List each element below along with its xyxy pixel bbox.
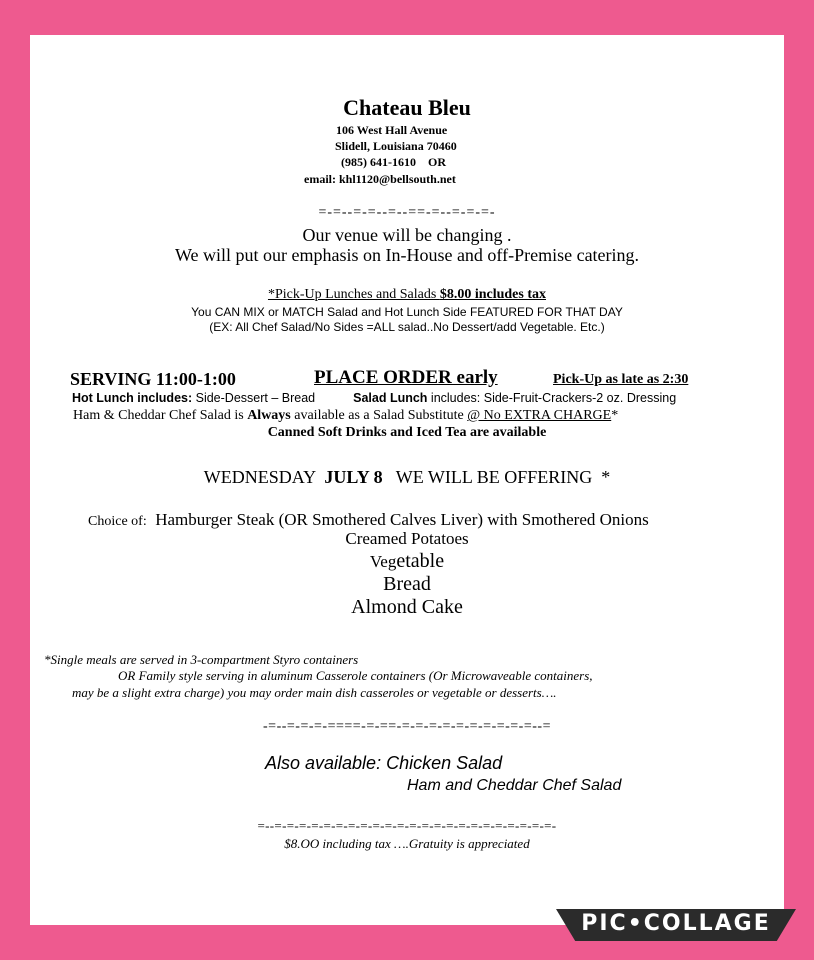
salad-lunch-label: Salad Lunch: [353, 391, 428, 405]
divider-middle: -=--=-=-=-====-=-==-=-=-=-=-=-=-=-=-=-=--=: [263, 719, 551, 734]
salad-lunch-text: includes: Side-Fruit-Crackers-2 oz. Dressing: [427, 391, 677, 405]
offering-day: WEDNESDAY: [203, 467, 325, 487]
note-line-1: *Single meals are served in 3-compartment Styro containers: [44, 652, 359, 667]
email: email: khl1120@bellsouth.net: [304, 172, 456, 186]
offering-date: JULY 8: [324, 467, 383, 487]
hot-lunch-text: Side-Dessert – Bread: [192, 391, 316, 405]
chef-salad-text: Ham & Cheddar Chef Salad is: [73, 408, 248, 423]
menu-item-vegetable-a: Veg: [369, 552, 397, 571]
also-available-item-2: Ham and Cheddar Chef Salad: [407, 777, 622, 794]
offering-line: [30, 467, 784, 488]
footer-price: $8.OO including tax ….Gratuity is appreciated: [284, 836, 530, 851]
pickup-example: (EX: All Chef Salad/No Sides =ALL salad..No Dessert/add Vegetable. Etc.): [209, 320, 605, 334]
pickup-price: $8.00 includes tax: [439, 287, 547, 302]
menu-item-vegetable-b: etable: [396, 550, 445, 572]
pickup-late: Pick-Up as late as 2:30: [553, 372, 689, 387]
address-line-1: 106 West Hall Avenue: [336, 123, 448, 137]
divider-bottom: =--=-=-=-=-=-=-=-=-=-=-=-=-=-=-=-=-=-=-=-=-=-=-=-: [257, 818, 557, 833]
chef-salad-always: Always: [247, 408, 291, 423]
note-line-3: may be a slight extra charge) you may order main dish casseroles or vegetable or desserts….: [72, 685, 557, 700]
also-available: Also available: Chicken Salad: [265, 753, 503, 773]
pic-collage-watermark: PIC•COLLAGE: [581, 911, 771, 936]
chef-salad-line: [73, 408, 618, 424]
menu-item-bread: Bread: [383, 573, 431, 595]
phone: (985) 641-1610 OR: [338, 155, 446, 169]
menu-main-line: [88, 510, 649, 530]
address-line-2: Slidell, Louisiana 70460: [335, 139, 457, 153]
menu-flyer: [30, 35, 784, 925]
serving-hours: SERVING 11:00-1:00: [70, 369, 236, 389]
offering-rest: WE WILL BE OFFERING *: [382, 467, 611, 487]
chef-salad-no-charge: @ No EXTRA CHARGE: [467, 408, 612, 423]
divider-top: =-=--=-=--=--==-=--=-=-=-: [318, 205, 496, 220]
pickup-title: [30, 287, 784, 303]
menu-item-potatoes: Creamed Potatoes: [345, 529, 469, 548]
hot-lunch-label: Hot Lunch includes:: [72, 391, 193, 405]
note-line-2: OR Family style serving in aluminum Casserole containers (Or Microwaveable containers,: [118, 668, 593, 683]
chef-salad-star: *: [611, 408, 619, 423]
intro-line-2: We will put our emphasis on In-House and off-Premise catering.: [174, 245, 640, 265]
choice-label: Choice of:: [88, 514, 147, 529]
place-order-early: PLACE ORDER early: [314, 367, 498, 388]
pickup-mix-match: You CAN MIX or MATCH Salad and Hot Lunch Side FEATURED FOR THAT DAY: [191, 305, 623, 319]
menu-item-vegetable: [30, 550, 784, 573]
menu-main-item: Hamburger Steak (OR Smothered Calves Liver) with Smothered Onions: [146, 510, 649, 529]
menu-item-cake: Almond Cake: [351, 596, 463, 618]
chef-salad-text-2: available as a Salad Substitute: [290, 408, 468, 423]
restaurant-name: Chateau Bleu: [343, 95, 471, 120]
pickup-title-text: *Pick-Up Lunches and Salads: [267, 287, 440, 302]
drinks-line: Canned Soft Drinks and Iced Tea are available: [267, 425, 547, 440]
includes-line: [72, 391, 676, 405]
intro-line-1: Our venue will be changing .: [302, 225, 512, 245]
